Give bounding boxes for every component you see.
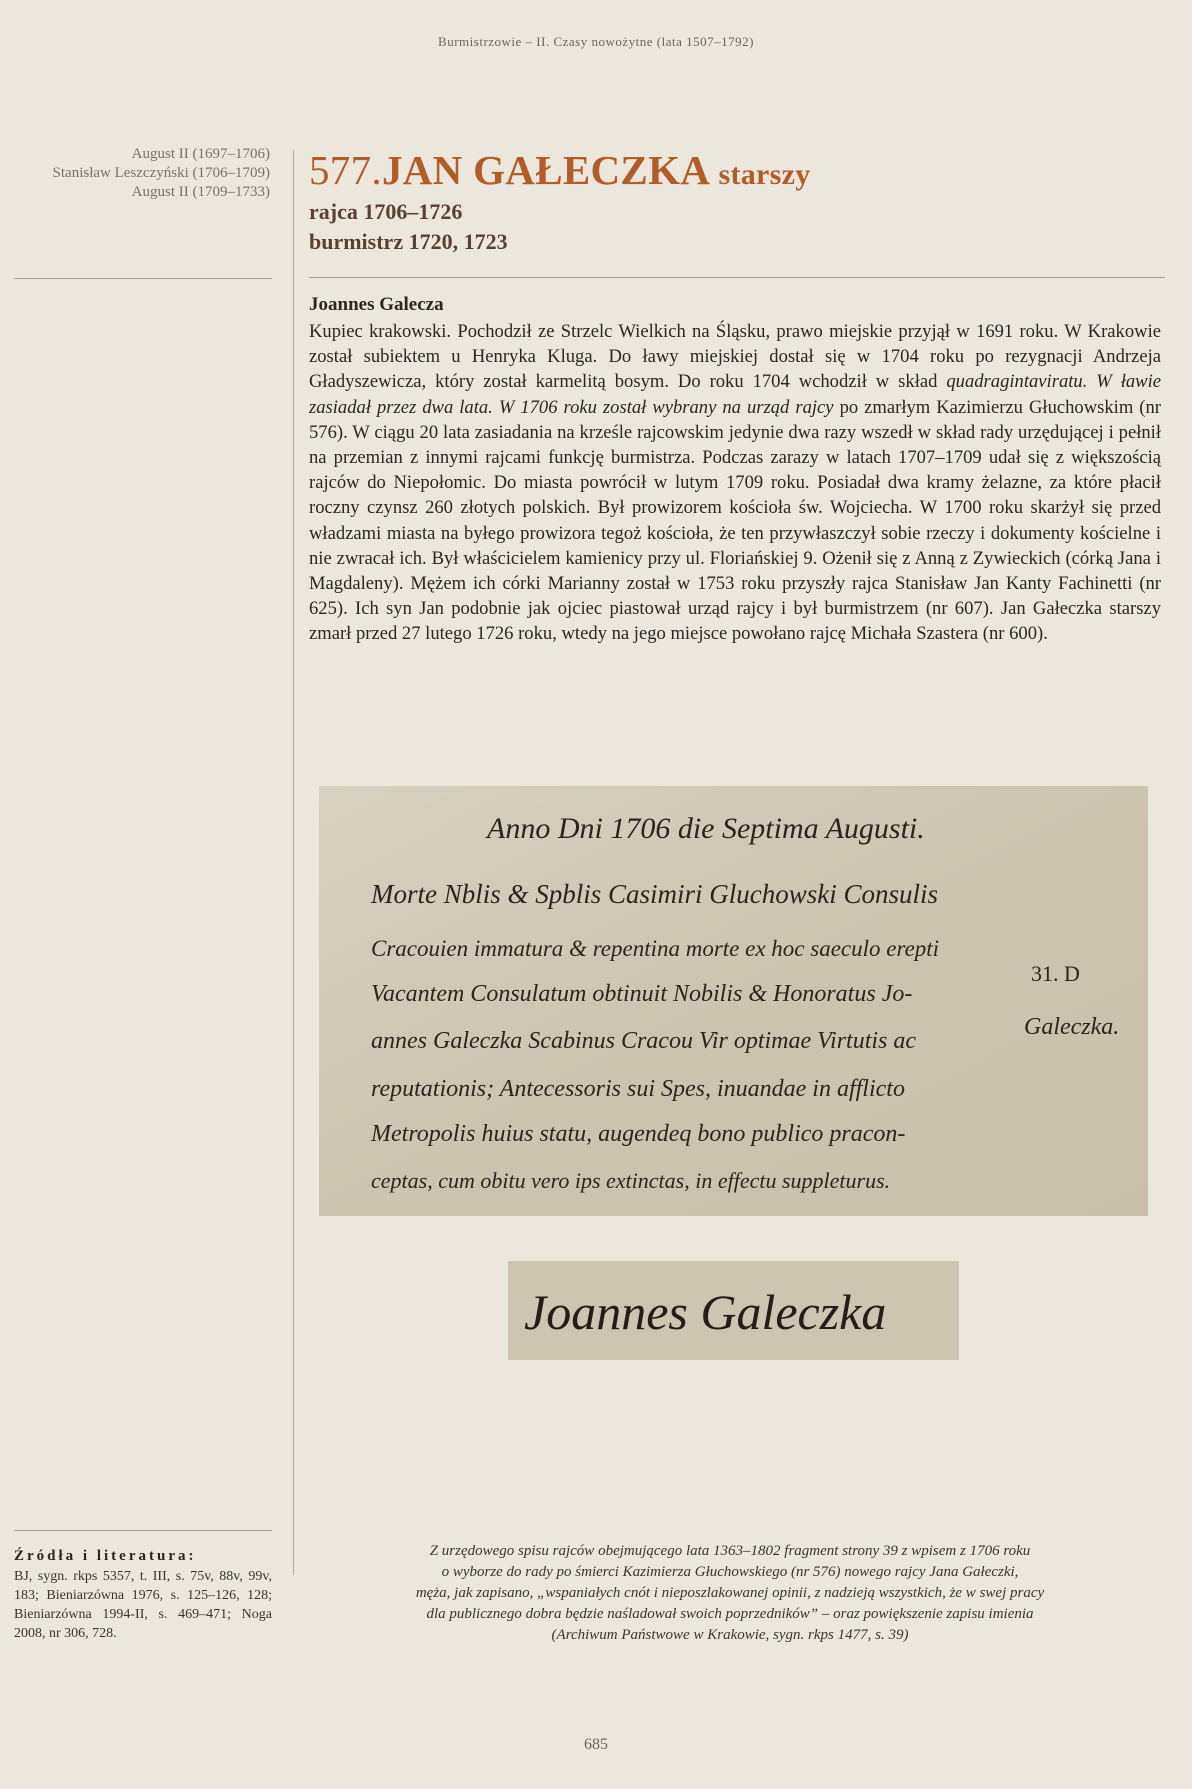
bio-line: rajcę Michała Szastera (nr 600). xyxy=(809,623,1048,645)
latin-name: Joannes Galecza xyxy=(309,294,444,315)
manuscript-line: ceptas, cum obitu vero ips extinctas, in effectu suppleturus. xyxy=(371,1168,891,1193)
manuscript-margin-note: 31. D xyxy=(1031,961,1080,986)
reign-item: August II (1697–1706) xyxy=(131,146,270,162)
image-caption xyxy=(330,1541,1130,1646)
bio-line: miasta na byłego prowizora tegoż kościoła, że ten przywłaszczył sobie rzeczy i dokumenty kościelne xyxy=(386,522,1151,544)
entry-number: 577. xyxy=(309,147,382,193)
signature-image xyxy=(508,1261,959,1360)
entry-title xyxy=(309,148,1159,197)
reign-item: Stanisław Leszczyński (1706–1709) xyxy=(52,165,270,181)
running-head: Burmistrzowie – II. Czasy nowożytne (lata 1507–1792) xyxy=(438,34,754,49)
caption-line: męża, jak zapisano, „wspaniałych cnót i nieposzlakowanej opinii, z nadzieją wszystkich, że w swej pracy xyxy=(415,1585,1045,1601)
bio-line: (nr 607). Jan Gałeczka starszy zmarł przed 27 lutego 1726 roku, wtedy na jego miejsce powołano xyxy=(309,598,1161,645)
bio-line: złotych polskich. Był prowizorem kościoła św. Wojciecha. W 1700 roku skarżył się przed władzami xyxy=(309,497,1161,544)
bio-line: miasta powrócił w lutym 1709 roku. Posiadał dwa kramy żelazne, za które płacił roczny czynsz 260 xyxy=(309,472,1161,519)
manuscript-line: reputationis; Antecessoris sui Spes, inuandae in afflicto xyxy=(371,1076,905,1102)
header-divider xyxy=(309,277,1165,278)
caption-line: Z urzędowego spisu rajców obejmującego lata 1363–1802 fragment strony 39 z wpisem z 1706 roku xyxy=(429,1543,1031,1559)
manuscript-line: annes Galeczka Scabinus Cracou Vir optimae Virtutis ac xyxy=(371,1028,917,1054)
bio-line: i nie zwracał ich. Był właścicielem kamienicy przy ul. Floriańskiej 9. Ożenił się z Anną z Zywieckich xyxy=(309,522,1162,569)
office-councillor: rajca 1706–1726 xyxy=(309,199,463,224)
page-number: 685 xyxy=(584,1736,608,1753)
manuscript-line: Metropolis huius statu, augendeq bono publico pracon- xyxy=(371,1121,906,1147)
sources-heading: Źródła i literatura: xyxy=(14,1548,197,1564)
manuscript-line: Cracouien immatura & repentina morte ex hoc saeculo erepti xyxy=(371,936,940,961)
entry-suffix: starszy xyxy=(718,158,811,191)
bio-line: Kanty Fachinetti (nr 625). Ich syn Jan podobnie jak ojciec piastował urząd rajcy i był burmistrzem xyxy=(309,573,1161,620)
office-mayor: burmistrz 1720, 1723 xyxy=(309,229,508,254)
bio-line: W Krakowie został subiektem u Henryka Kluga. Do ławy miejskiej dostał się w 1704 roku po xyxy=(309,321,1161,368)
biography xyxy=(309,319,1161,647)
bio-line: (córką Jana i Magdaleny). Mężem ich córki Marianny został w 1753 roku przyszły rajca Stanisław Jan xyxy=(309,547,1161,595)
sources-text: BJ, sygn. rkps 5357, t. III, s. 75v, 88v, 99v, 183; Bieniarzówna 1976, s. 125–126, 128; Bieniarzówna 1994-II, s. 469–471; Noga 2008, nr 306, 728. xyxy=(14,1569,272,1641)
manuscript-line: Morte Nblis & Spblis Casimiri Gluchowski Consulis xyxy=(371,879,939,909)
reign-list xyxy=(0,145,272,202)
manuscript-image xyxy=(319,786,1148,1216)
signature-text: Joannes Galeczka xyxy=(524,1284,887,1340)
caption-line: o wyborze do rady po śmierci Kazimierza Głuchowskiego (nr 576) nowego rajcy Jana Gałeczki, xyxy=(441,1564,1019,1580)
reign-item: August II (1709–1733) xyxy=(131,184,270,200)
entry-name: JAN GAŁECZKA xyxy=(381,147,708,193)
bio-line: quadragintaviratu. W ławie zasiadał przez dwa lata. W 1706 roku został wybrany na urząd rajcy xyxy=(309,371,1162,418)
entry-header xyxy=(309,148,1159,257)
bio-line: jedynie dwa razy wszedł w skład rady urzędującej i pełnił na przemian z innymi rajcami funkcję xyxy=(309,421,1162,469)
manuscript-margin-note: Galeczka. xyxy=(1024,1014,1120,1040)
manuscript-line: Vacantem Consulatum obtinuit Nobilis & Honoratus Jo- xyxy=(371,981,913,1007)
bio-line: rezygnacji Andrzeja Gładyszewicza, który został karmelitą bosym. Do roku 1704 wchodził w skład xyxy=(309,346,1161,393)
bio-line: po zmarłym Kazimierzu Głuchowskim (nr 576). W ciągu 20 lata zasiadania na krześle rajcowskim xyxy=(309,396,1161,443)
sources-block xyxy=(14,1545,272,1643)
caption-line: (Archiwum Państwowe w Krakowie, sygn. rkps 1477, s. 39) xyxy=(551,1627,909,1643)
column-divider xyxy=(293,150,294,1575)
sources-divider xyxy=(14,1530,272,1531)
caption-line: dla publicznego dobra będzie naśladował swoich poprzedników” – oraz powiększenie zapisu imienia xyxy=(426,1606,1034,1622)
bio-line: burmistrza. Podczas zarazy w latach 1707–1709 udał się z większością rajców do Niepołomic. Do xyxy=(309,447,1161,494)
manuscript-line: Anno Dni 1706 die Septima Augusti. xyxy=(487,812,925,845)
sidebar-divider xyxy=(14,278,272,279)
bio-line: Kupiec krakowski. Pochodził ze Strzelc Wielkich na Śląsku, prawo miejskie przyjął w 1691 roku. xyxy=(309,321,1059,342)
